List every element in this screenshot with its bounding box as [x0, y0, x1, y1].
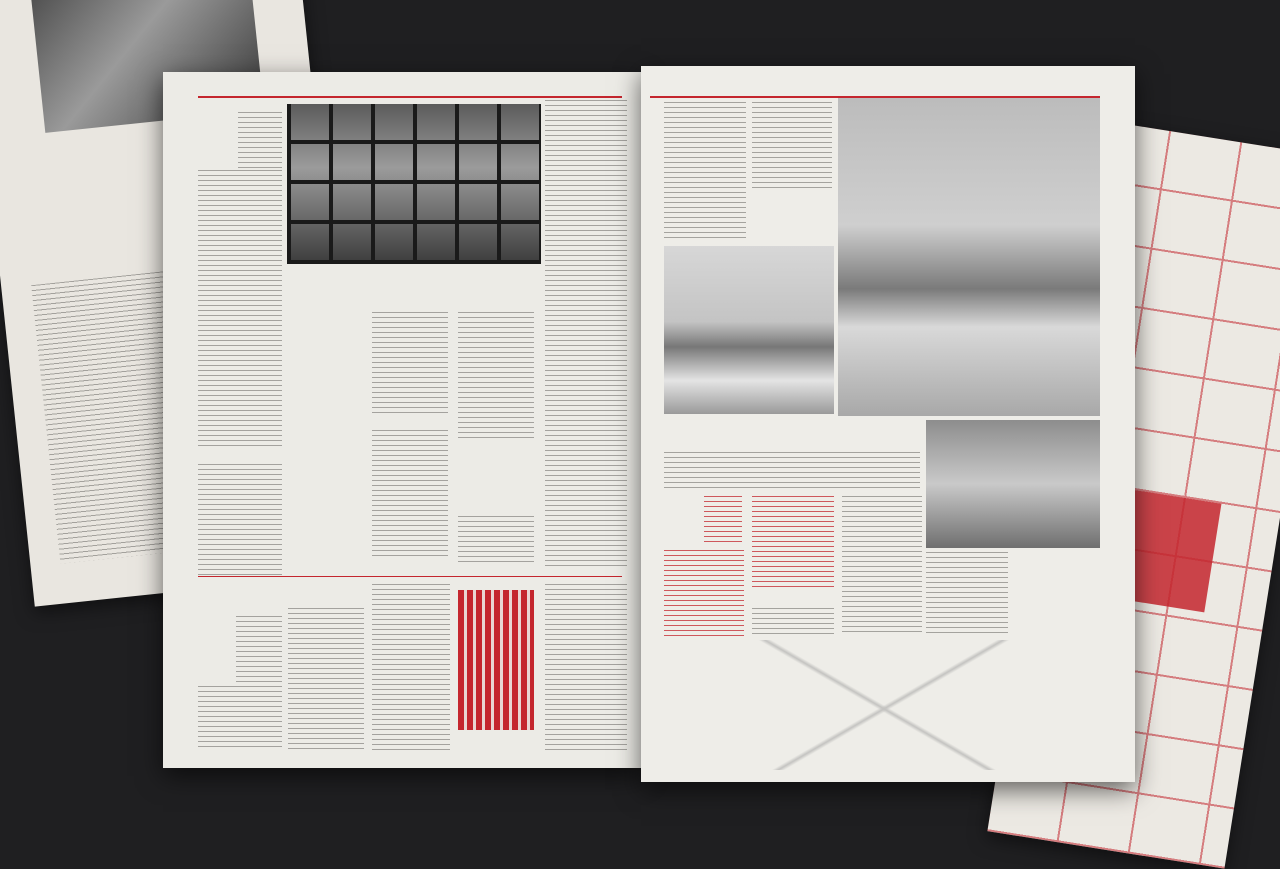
text-column	[704, 496, 742, 546]
text-column	[664, 102, 746, 240]
text-column	[372, 584, 450, 750]
photo-dam-detail	[664, 246, 834, 414]
text-column	[198, 170, 282, 450]
text-column	[198, 464, 282, 576]
text-column	[458, 312, 534, 442]
text-column	[458, 516, 534, 566]
text-column	[238, 112, 282, 168]
text-column	[545, 100, 627, 566]
text-column	[236, 616, 282, 686]
divider	[198, 576, 622, 577]
text-column	[198, 686, 282, 748]
text-column	[545, 584, 627, 750]
text-column	[842, 496, 922, 636]
standfirst	[664, 452, 920, 492]
photo-red-sculpture	[458, 590, 534, 730]
photo-windows	[287, 104, 541, 264]
header-rule	[198, 96, 622, 98]
text-column	[288, 608, 364, 750]
text-column	[752, 608, 834, 638]
text-column	[752, 102, 832, 192]
text-column	[664, 550, 744, 636]
text-column	[372, 312, 448, 416]
text-column	[926, 552, 1008, 636]
text-column	[372, 430, 448, 560]
axonometric-drawing	[664, 640, 1104, 770]
text-column	[752, 496, 834, 590]
photo-dam	[838, 98, 1100, 416]
photo-architecture	[926, 420, 1100, 548]
